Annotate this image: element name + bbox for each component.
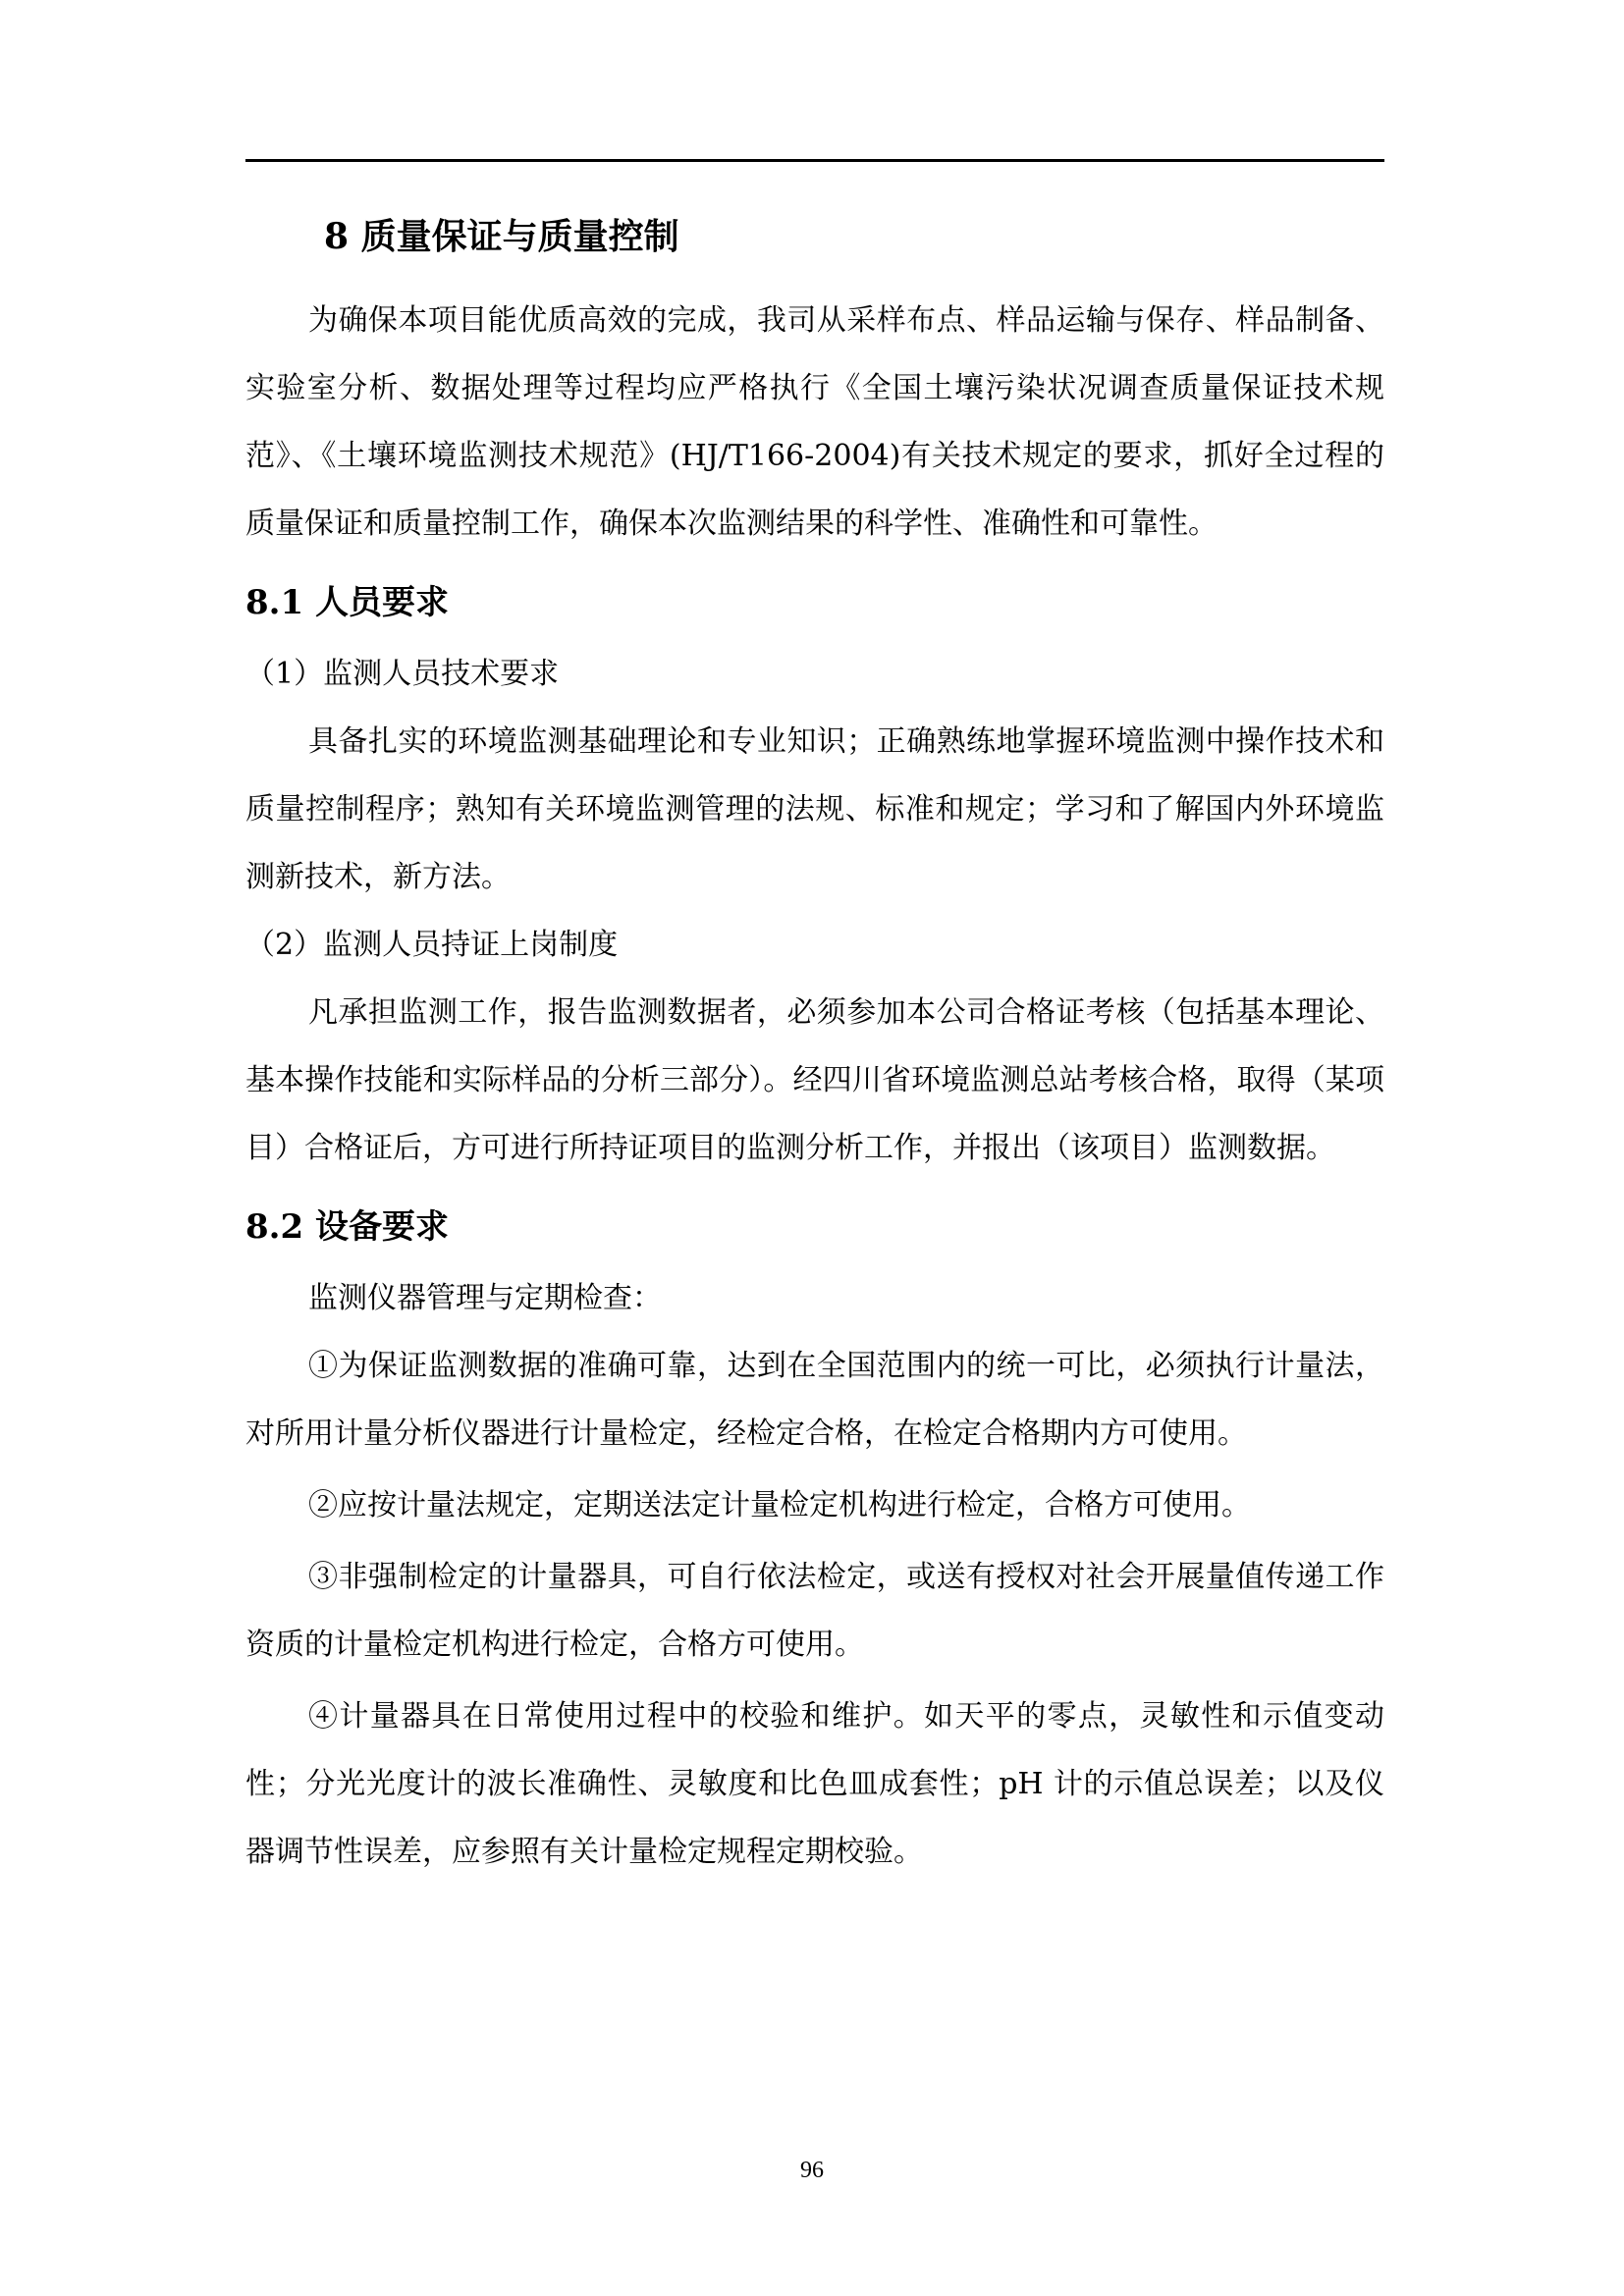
subheading-technical-requirements: （1）监测人员技术要求 (245, 657, 560, 691)
subheading-certification-system: （2）监测人员持证上岗制度 (245, 928, 619, 962)
page-content (245, 187, 1384, 1886)
chapter-title: 8 质量保证与质量控制 (324, 216, 679, 257)
equipment-item-4: ④计量器具在日常使用过程中的校验和维护。如天平的零点，灵敏性和示值变动性；分光光度计的波长准确性、灵敏度和比色皿成套性；pH 计的示值总误差；以及仪器调节性误差，应参照有关计量检定规程定期校验。 (245, 1699, 1384, 1869)
equipment-item-3: ③非强制检定的计量器具，可自行依法检定，或送有授权对社会开展量值传递工作资质的计量检定机构进行检定，合格方可使用。 (245, 1560, 1384, 1662)
section-8-2-title: 8.2 设备要求 (245, 1207, 449, 1247)
certification-paragraph: 凡承担监测工作，报告监测数据者，必须参加本公司合格证考核（包括基本理论、基本操作技能和实际样品的分析三部分）。经四川省环境监测总站考核合格，取得（某项目）合格证后，方可进行所持证项目的监测分析工作，并报出（该项目）监测数据。 (245, 995, 1384, 1165)
equipment-lead-paragraph: 监测仪器管理与定期检查： (308, 1281, 662, 1315)
section-8-1-title: 8.1 人员要求 (245, 583, 449, 622)
header-rule (245, 159, 1384, 162)
chapter-intro-paragraph: 为确保本项目能优质高效的完成，我司从采样布点、样品运输与保存、样品制备、实验室分析、数据处理等过程均应严格执行《全国土壤污染状况调查质量保证技术规范》、《土壤环境监测技术规范》(HJ/T166-2004)有关技术规定的要求，抓好全过程的质量保证和质量控制工作，确保本次监测结果的科学性、准确性和可靠性。 (245, 303, 1384, 541)
equipment-item-1: ①为保证监测数据的准确可靠，达到在全国范围内的统一可比，必须执行计量法，对所用计量分析仪器进行计量检定，经检定合格，在检定合格期内方可使用。 (245, 1349, 1384, 1451)
equipment-item-2: ②应按计量法规定，定期送法定计量检定机构进行检定，合格方可使用。 (308, 1488, 1251, 1522)
technical-requirements-paragraph: 具备扎实的环境监测基础理论和专业知识；正确熟练地掌握环境监测中操作技术和质量控制程序；熟知有关环境监测管理的法规、标准和规定；学习和了解国内外环境监测新技术，新方法。 (245, 724, 1384, 894)
page-number: 96 (800, 2158, 824, 2183)
